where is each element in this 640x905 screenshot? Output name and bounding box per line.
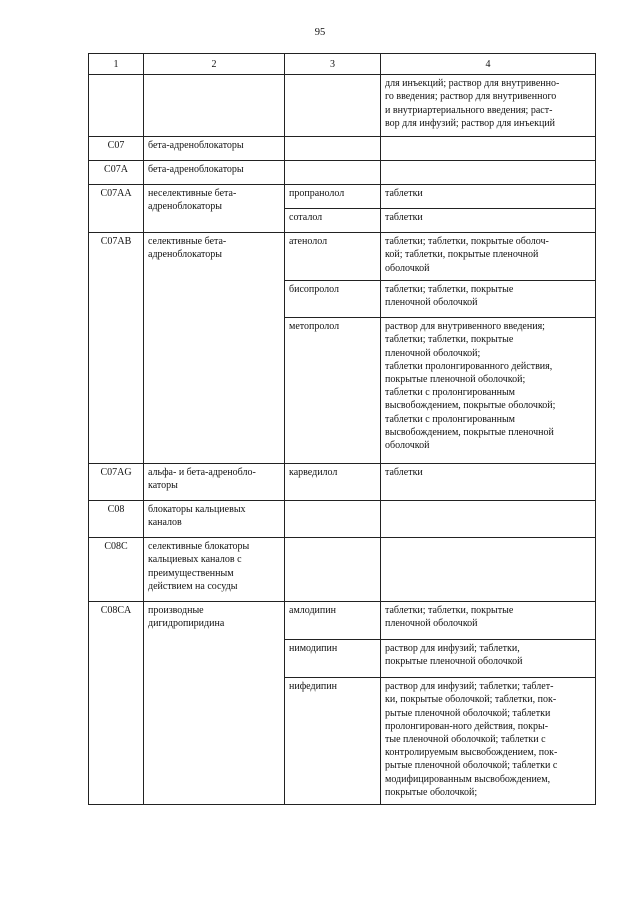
drug-name-cell: бисопролол [285, 281, 381, 318]
table-row-continuation [89, 75, 596, 137]
group-name-cell: производные дигидропиридина [144, 602, 285, 805]
drug-classification-table [88, 53, 596, 805]
table-row-c07 [89, 137, 596, 161]
page-number: 95 [314, 27, 326, 38]
column-header-1: 1 [89, 54, 144, 75]
drug-name-cell: метопролол [285, 318, 381, 464]
atc-code-cell: C08CA [89, 602, 144, 805]
group-name-cell: бета-адреноблокаторы [144, 137, 285, 161]
atc-code-cell: C07AA [89, 185, 144, 233]
group-name-cell: блокаторы кальциевых каналов [144, 501, 285, 538]
column-header-3: 3 [285, 54, 381, 75]
group-name-cell: альфа- и бета-адренобло- каторы [144, 464, 285, 501]
atc-code-cell: C08C [89, 538, 144, 602]
drug-name-cell: карведилол [285, 464, 381, 501]
table-row-c08c [89, 538, 596, 602]
drug-name-cell: пропранолол [285, 185, 381, 209]
table-row-c08 [89, 501, 596, 538]
dosage-form-cell: раствор для инфузий; таблетки; таблет- ки, покрытые оболочкой; таблетки, пок- рытые пленочной оболочкой; таблетки пролонгирован-ного действия, покры- тые пленочной оболочкой; таблетки с контролируемым высвобождением, пок- рытые пленочной оболочкой; таблетки с модифицированным высвобождением, покрытые оболочкой; [381, 678, 596, 805]
atc-code-cell: C07AB [89, 233, 144, 464]
drug-name-cell: нимодипин [285, 640, 381, 678]
table-row-c07aa [89, 185, 596, 209]
table-row-c07ab [89, 233, 596, 281]
dosage-form-cell: таблетки [381, 209, 596, 233]
column-header-4: 4 [381, 54, 596, 75]
dosage-form-cell: таблетки [381, 464, 596, 501]
table-row-c07ag [89, 464, 596, 501]
drug-name-cell: нифедипин [285, 678, 381, 805]
table-header-row [89, 54, 596, 75]
dosage-form-cell: раствор для инфузий; таблетки, покрытые пленочной оболочкой [381, 640, 596, 678]
group-name-cell: бета-адреноблокаторы [144, 161, 285, 185]
atc-code-cell: C07A [89, 161, 144, 185]
table-row-c07a [89, 161, 596, 185]
dosage-form-cell: таблетки [381, 185, 596, 209]
column-header-2: 2 [144, 54, 285, 75]
table-row-c08ca [89, 602, 596, 640]
dosage-form-cell: таблетки; таблетки, покрытые оболоч- кой; таблетки, покрытые пленочной оболочкой [381, 233, 596, 281]
drug-name-cell: амлодипин [285, 602, 381, 640]
dosage-form-cell: для инъекций; раствор для внутривенно- го введения; раствор для внутривенного и внутриартериального введения; раст- вор для инфузий; раствор для инъекций [381, 75, 596, 137]
drug-name-cell: соталол [285, 209, 381, 233]
group-name-cell: селективные бета- адреноблокаторы [144, 233, 285, 464]
dosage-form-cell: таблетки; таблетки, покрытые пленочной оболочкой [381, 602, 596, 640]
atc-code-cell: C07AG [89, 464, 144, 501]
atc-code-cell: C08 [89, 501, 144, 538]
drug-name-cell: атенолол [285, 233, 381, 281]
dosage-form-cell: таблетки; таблетки, покрытые пленочной оболочкой [381, 281, 596, 318]
group-name-cell: неселективные бета- адреноблокаторы [144, 185, 285, 233]
group-name-cell: селективные блокаторы кальциевых каналов с преимущественным действием на сосуды [144, 538, 285, 602]
atc-code-cell: C07 [89, 137, 144, 161]
dosage-form-cell: раствор для внутривенного введения; таблетки; таблетки, покрытые пленочной оболочкой; таблетки пролонгированного действия, покрытые пленочной оболочкой; таблетки с пролонгированным высвобождением, покрытые оболочкой; таблетки с пролонгированным высвобождением, покрытые пленочной оболочкой [381, 318, 596, 464]
